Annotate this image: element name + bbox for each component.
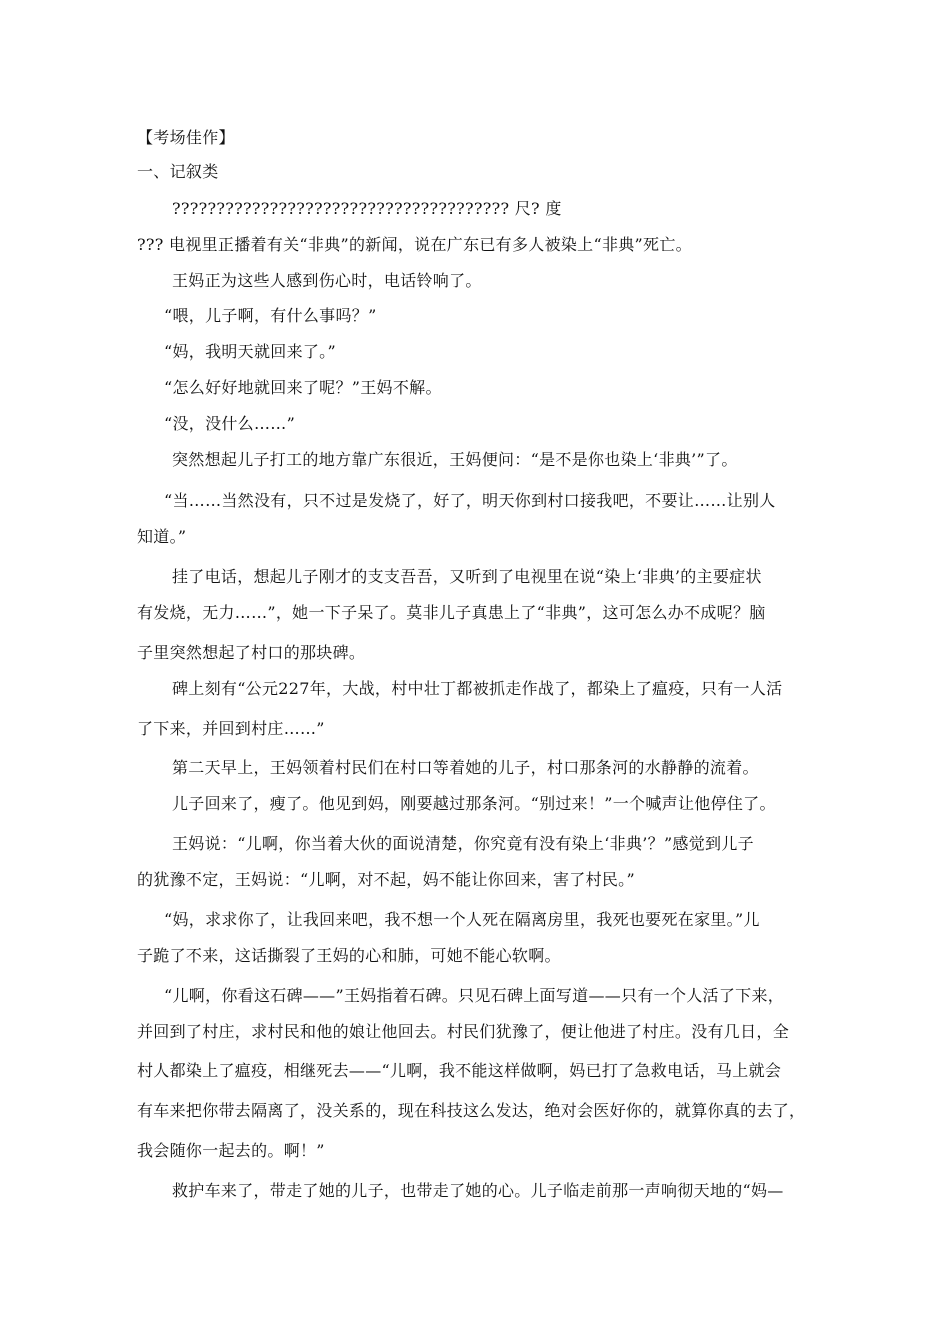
paragraph-line: 挂了电话，想起儿子刚才的支支吾吾，又听到了电视里在说“染上‘非典’的主要症状 <box>172 567 762 586</box>
document-heading: 【考场佳作】 <box>137 128 235 147</box>
paragraph-line: 有发烧，无力……”，她一下子呆了。莫非儿子真患上了“非典”，这可怎么办不成呢？脑 <box>137 603 766 622</box>
paragraph-line: 了下来，并回到村庄……” <box>137 719 325 738</box>
paragraph-line: “没，没什么……” <box>164 414 296 433</box>
paragraph-line: 救护车来了，带走了她的儿子，也带走了她的心。儿子临走前那一声响彻天地的“妈— <box>172 1181 784 1200</box>
paragraph-line: 子里突然想起了村口的那块碑。 <box>137 643 366 662</box>
paragraph-line: 第二天早上，王妈领着村民们在村口等着她的儿子，村口那条河的水静静的流着。 <box>172 758 759 777</box>
paragraph-line: 知道。” <box>137 527 187 546</box>
paragraph-line: 村人都染上了瘟疫，相继死去——“儿啊，我不能这样做啊，妈已打了急救电话，马上就会 <box>137 1061 782 1080</box>
paragraph-line: 突然想起儿子打工的地方靠广东很近，王妈便问：“是不是你也染上‘非典’”了。 <box>172 450 738 469</box>
paragraph-line: “儿啊，你看这石碑——”王妈指着石碑。只见石碑上面写道——只有一个人活了下来， <box>164 986 785 1005</box>
section-title: 一、记叙类 <box>137 162 219 181</box>
paragraph-line: 王妈说：“儿啊，你当着大伙的面说清楚，你究竟有没有染上‘非典’？”感觉到儿子 <box>172 834 754 853</box>
paragraph-line: 我会随你一起去的。啊！” <box>137 1141 325 1160</box>
paragraph-line: 并回到了村庄，求村民和他的娘让他回去。村民们犹豫了，便让他进了村庄。没有几日，全 <box>137 1022 790 1041</box>
paragraph-line: 儿子回来了，瘦了。他见到妈，刚要越过那条河。“别过来！”一个喊声让他停住了。 <box>172 794 776 813</box>
paragraph-line: “妈，我明天就回来了。” <box>164 342 336 361</box>
paragraph-line: 王妈正为这些人感到伤心时，电话铃响了。 <box>172 271 482 290</box>
paragraph-line: 碑上刻有“公元227年，大战，村中壮丁都被抓走作战了，都染上了瘟疫，只有一人活 <box>172 679 783 698</box>
paragraph-line: ?????????????????????????????????????? 尺? 度 <box>172 199 562 218</box>
paragraph-line: “当……当然没有，只不过是发烧了，好了，明天你到村口接我吧，不要让……让别人 <box>164 491 776 510</box>
paragraph-line: ??? 电视里正播着有关“非典”的新闻，说在广东已有多人被染上“非典”死亡。 <box>137 235 692 254</box>
paragraph-line: 子跪了不来，这话撕裂了王妈的心和肺，可她不能心软啊。 <box>137 946 561 965</box>
paragraph-line: “妈，求求你了，让我回来吧，我不想一个人死在隔离房里，我死也要死在家里。”儿 <box>164 910 760 929</box>
paragraph-line: “怎么好好地就回来了呢？”王妈不解。 <box>164 378 442 397</box>
paragraph-line: “喂，儿子啊，有什么事吗？” <box>164 306 377 325</box>
paragraph-line: 有车来把你带去隔离了，没关系的，现在科技这么发达，绝对会医好你的，就算你真的去了， <box>137 1101 806 1120</box>
paragraph-line: 的犹豫不定，王妈说：“儿啊，对不起，妈不能让你回来，害了村民。” <box>137 870 635 889</box>
